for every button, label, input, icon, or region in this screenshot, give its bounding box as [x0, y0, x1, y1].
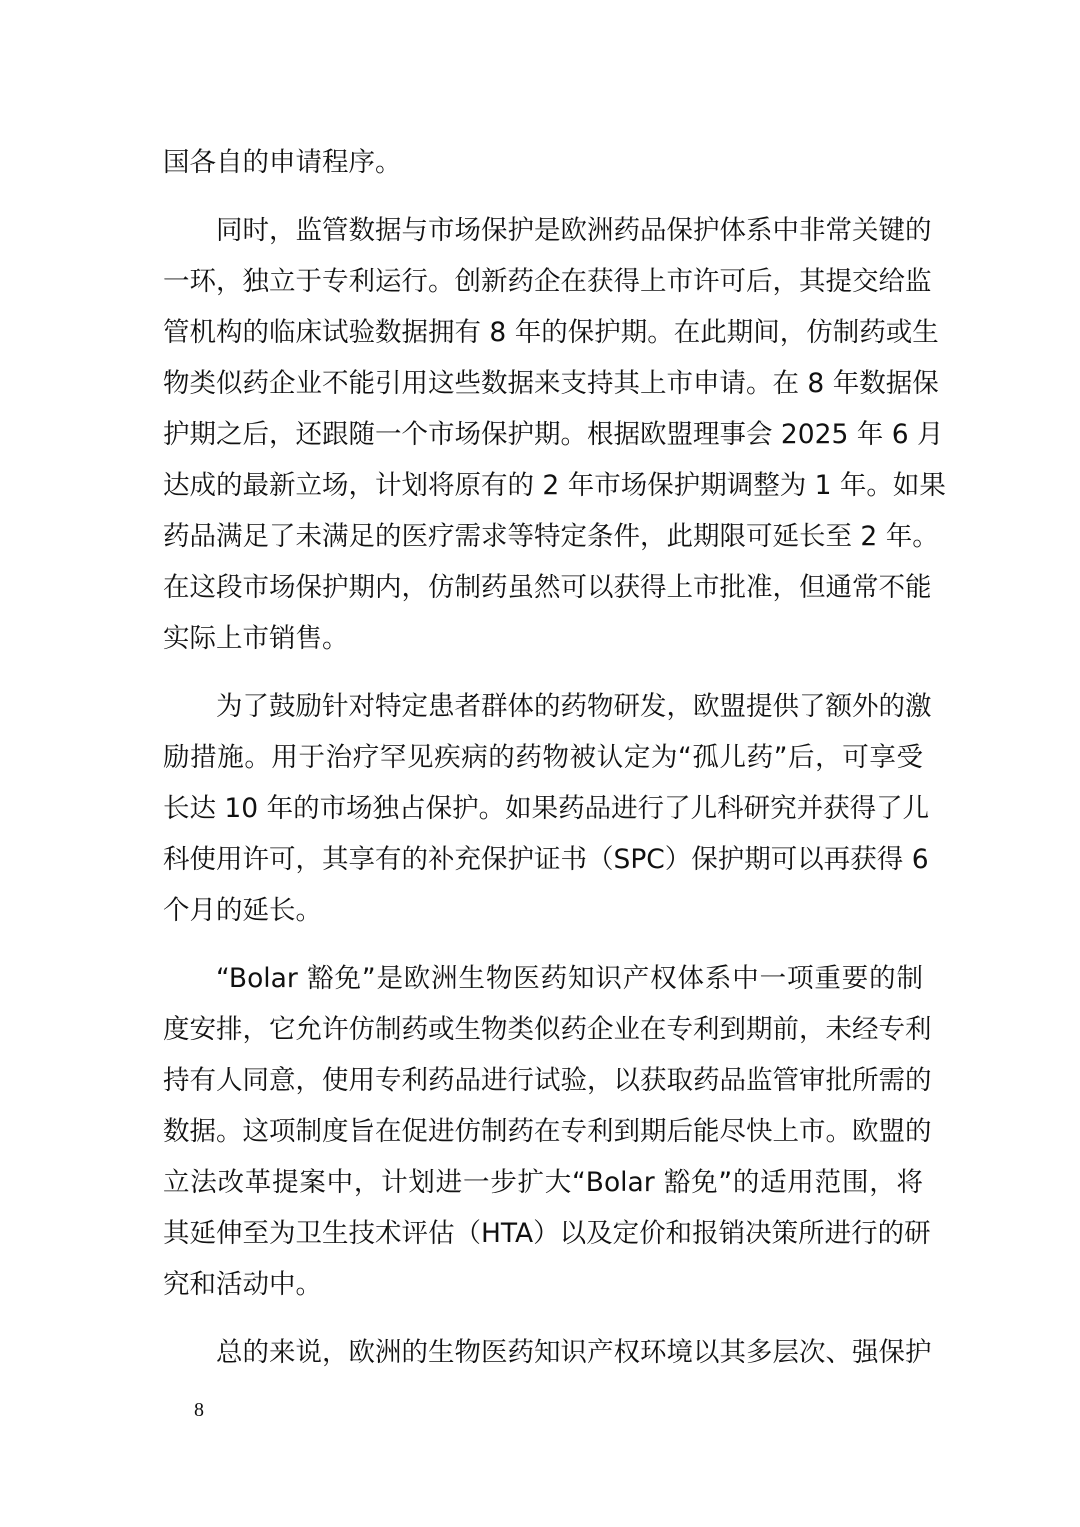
text-line: 度安排，它允许仿制药或生物类似药企业在专利到期前，未经专利 [163, 1014, 932, 1045]
paragraph [163, 681, 932, 936]
text-line: 总的来说，欧洲的生物医药知识产权环境以其多层次、强保护 [216, 1337, 932, 1368]
text-line: 药品满足了未满足的医疗需求等特定条件，此期限可延长至 2 年。 [163, 521, 939, 552]
text-line: “Bolar 豁免”是欧洲生物医药知识产权体系中一项重要的制 [216, 963, 923, 994]
text-line: 其延伸至为卫生技术评估（HTA）以及定价和报销决策所进行的研 [163, 1218, 931, 1249]
text-line: 数据。这项制度旨在促进仿制药在专利到期后能尽快上市。欧盟的 [163, 1116, 932, 1147]
text-line: 达成的最新立场，计划将原有的 2 年市场保护期调整为 1 年。如果 [163, 470, 946, 501]
text-line: 一环，独立于专利运行。创新药企在获得上市许可后，其提交给监 [163, 266, 932, 297]
text-line: 为了鼓励针对特定患者群体的药物研发，欧盟提供了额外的激 [216, 691, 932, 722]
text-line: 国各自的申请程序。 [163, 147, 402, 178]
paragraph [163, 137, 923, 188]
text-line: 持有人同意，使用专利药品进行试验，以获取药品监管审批所需的 [163, 1065, 932, 1096]
body-text [163, 137, 946, 1378]
text-line: 个月的延长。 [163, 895, 322, 926]
text-line: 立法改革提案中，计划进一步扩大“Bolar 豁免”的适用范围，将 [163, 1167, 923, 1198]
paragraph [163, 205, 946, 664]
text-line: 物类似药企业不能引用这些数据来支持其上市申请。在 8 年数据保 [163, 368, 939, 399]
text-line: 励措施。用于治疗罕见疾病的药物被认定为“孤儿药”后，可享受 [163, 742, 923, 773]
text-line: 同时，监管数据与市场保护是欧洲药品保护体系中非常关键的 [216, 215, 932, 246]
text-line: 在这段市场保护期内，仿制药虽然可以获得上市批准，但通常不能 [163, 572, 932, 603]
text-line: 究和活动中。 [163, 1269, 322, 1300]
paragraph [163, 1327, 932, 1378]
text-line: 科使用许可，其享有的补充保护证书（SPC）保护期可以再获得 6 [163, 844, 929, 875]
text-line: 长达 10 年的市场独占保护。如果药品进行了儿科研究并获得了儿 [163, 793, 930, 824]
paragraph [163, 953, 932, 1310]
text-line: 管机构的临床试验数据拥有 8 年的保护期。在此期间，仿制药或生 [163, 317, 939, 348]
page-number: 8 [194, 1399, 204, 1421]
text-line: 护期之后，还跟随一个市场保护期。根据欧盟理事会 2025 年 6 月 [163, 419, 944, 450]
text-line: 实际上市销售。 [163, 623, 349, 654]
